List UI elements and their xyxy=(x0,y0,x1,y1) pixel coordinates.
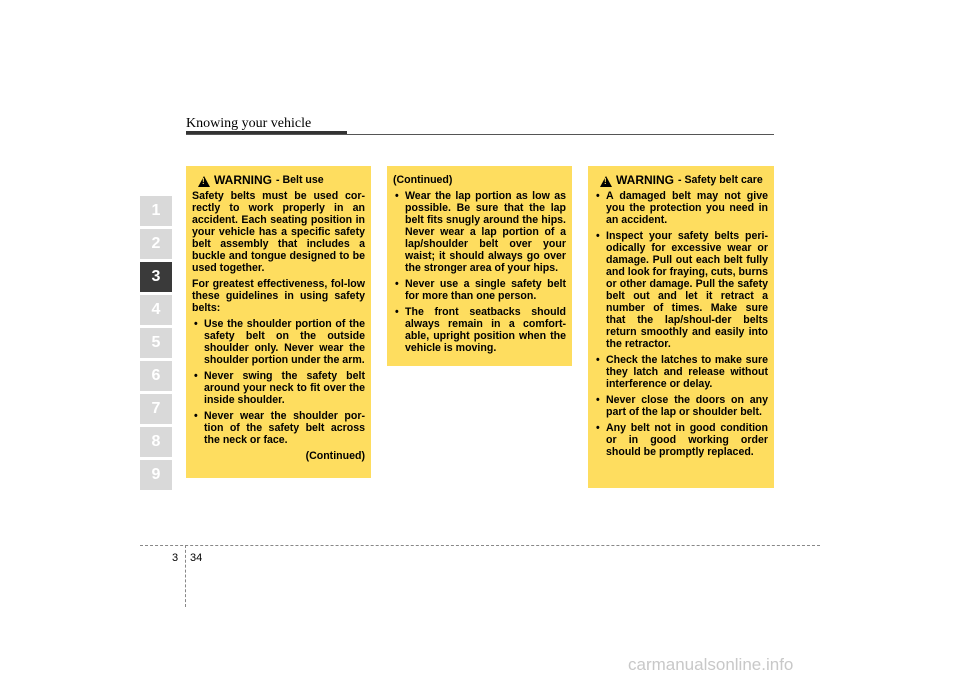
list-item: • Never close the doors on any part of the lap or shoulder belt. xyxy=(594,394,768,418)
warning-word: WARNING xyxy=(214,173,272,187)
chapter-tab-5[interactable]: 5 xyxy=(140,328,172,358)
list-item: • Check the latches to make sure they latch and release without interference or delay. xyxy=(594,354,768,390)
chapter-tab-3[interactable]: 3 xyxy=(140,262,172,292)
bullet-list xyxy=(192,318,365,446)
warning-box-belt-use xyxy=(186,166,371,478)
warning-subtitle: - Safety belt care xyxy=(678,174,763,186)
bullet-list xyxy=(393,190,566,354)
warning-subtitle: - Belt use xyxy=(276,174,324,186)
continued-label: (Continued) xyxy=(393,174,453,186)
footer-page-number: 34 xyxy=(190,552,203,564)
list-item: • The front seatbacks should always remain in a comfort-able, upright position when the vehicle is moving. xyxy=(393,306,566,354)
chapter-tab-6[interactable]: 6 xyxy=(140,361,172,391)
chapter-tab-2[interactable]: 2 xyxy=(140,229,172,259)
chapter-tabs xyxy=(140,196,172,493)
warning-box-continued xyxy=(387,166,572,366)
warning-triangle-icon: ! xyxy=(600,176,612,187)
chapter-tab-8[interactable]: 8 xyxy=(140,427,172,457)
list-item: • A damaged belt may not give you the protection you need in an accident. xyxy=(594,190,768,226)
footer-divider xyxy=(185,545,186,607)
section-title: Knowing your vehicle xyxy=(186,116,312,131)
footer-rule xyxy=(140,545,820,546)
warning-triangle-icon: ! xyxy=(198,176,210,187)
header-rule xyxy=(186,134,774,135)
chapter-tab-7[interactable]: 7 xyxy=(140,394,172,424)
chapter-tab-4[interactable]: 4 xyxy=(140,295,172,325)
warning-heading xyxy=(192,174,365,187)
list-item: • Never wear the shoulder por-tion of the safety belt across the neck or face. xyxy=(192,410,365,446)
list-item: • Never swing the safety belt around your neck to fit over the inside shoulder. xyxy=(192,370,365,406)
warning-box-belt-care xyxy=(588,166,774,488)
paragraph: Safety belts must be used cor-rectly to work properly in an accident. Each seating position in your vehicle has a specific safety belt assembly that includes a buckle and tongue designed to be used together. xyxy=(192,190,365,274)
paragraph: For greatest effectiveness, fol-low these guidelines in using safety belts: xyxy=(192,278,365,314)
footer-chapter-number: 3 xyxy=(172,552,179,564)
chapter-tab-9[interactable]: 9 xyxy=(140,460,172,490)
list-item: • Use the shoulder portion of the safety belt on the outside shoulder only. Never wear the shoulder portion under the arm. xyxy=(192,318,365,366)
list-item: • Wear the lap portion as low as possible. Be sure that the lap belt fits snugly around the hips. Never wear a lap portion of a lap/shoulder belt over your waist; it should always go over the stronger area of your hips. xyxy=(393,190,566,274)
continued-label: (Continued) xyxy=(305,450,365,462)
watermark: carmanualsonline.info xyxy=(628,655,794,674)
warning-word: WARNING xyxy=(616,173,674,187)
list-item: • Never use a single safety belt for more than one person. xyxy=(393,278,566,302)
chapter-tab-1[interactable]: 1 xyxy=(140,196,172,226)
warning-heading xyxy=(594,174,768,187)
list-item: • Inspect your safety belts peri-odically for excessive wear or damage. Pull out each belt fully and look for fraying, cuts, burns or other damage. Pull the safety belt out and let it retract a number of times. Make sure that the lap/shoul-der belts return smoothly and easily into the retractor. xyxy=(594,230,768,350)
list-item: • Any belt not in good condition or in good working order should be promptly replaced. xyxy=(594,422,768,458)
bullet-list xyxy=(594,190,768,458)
